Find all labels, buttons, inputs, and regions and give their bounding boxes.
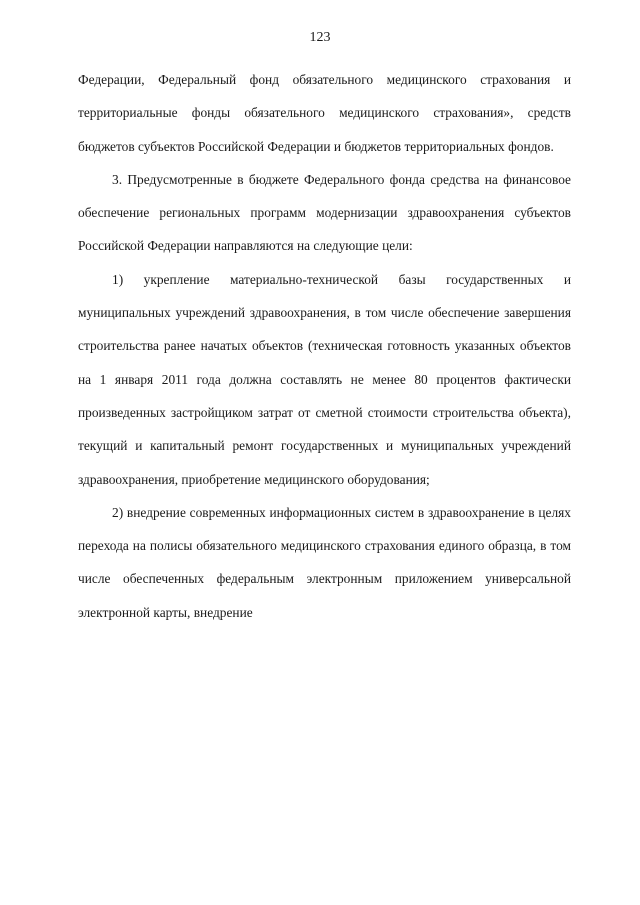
page-body [78, 63, 571, 629]
paragraph-2: 3. Предусмотренные в бюджете Федерального фонда средства на финансовое обеспечение региональных программ модернизации здравоохранения субъектов Российской Федерации направляются на следующие цели: [78, 171, 571, 254]
paragraph-3: 1) укрепление материально-технической базы государственных и муниципальных учреждений здравоохранения, в том числе обеспечение завершения строительства ранее начатых объектов (техническая готовность указанных объектов на 1 января 2011 года должна составлять не менее 80 процентов фактически произведенных застройщиком затрат от сметной стоимости строительства объекта), текущий и капитальный ремонт государственных и муниципальных учреждений здравоохранения, приобретение медицинского оборудования; [78, 271, 571, 487]
paragraph-1: Федерации, Федеральный фонд обязательного медицинского страхования и территориальные фонды обязательного медицинского страхования», средств бюджетов субъектов Российской Федерации и бюджетов территориальных фондов. [78, 72, 571, 154]
page-number: 123 [309, 30, 331, 45]
paragraph-4: 2) внедрение современных информационных систем в здравоохранение в целях перехода на полисы обязательного медицинского страхования единого образца, в том числе обеспеченных федеральным электронным приложением универсальной электронной карты, внедрение [78, 504, 571, 620]
